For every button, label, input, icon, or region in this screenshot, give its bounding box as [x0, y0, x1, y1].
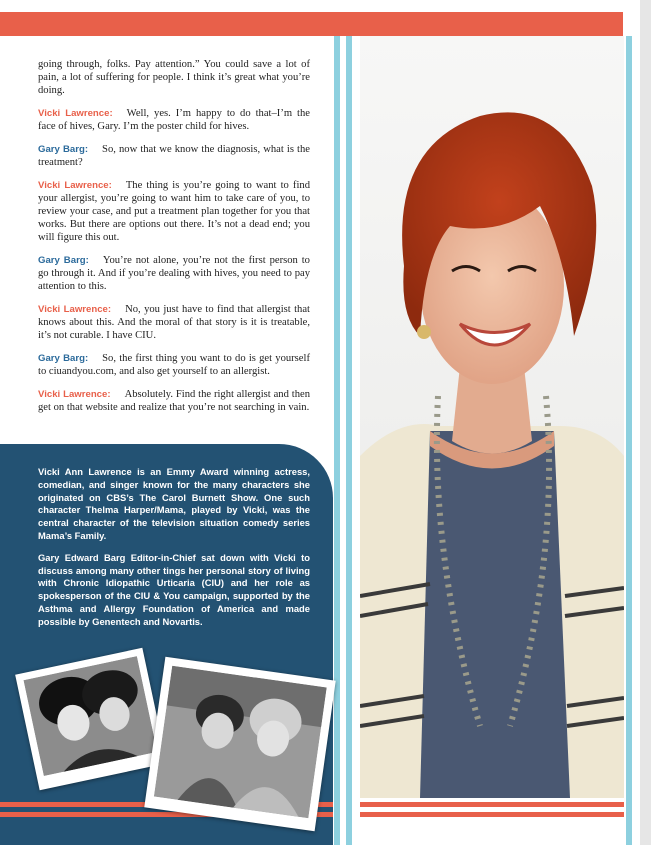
paragraph-1	[38, 107, 310, 133]
speaker-label: Vicki Lawrence:	[38, 389, 111, 400]
speaker-label: Gary Barg:	[38, 144, 89, 155]
paragraph-4	[38, 254, 310, 293]
top-accent-bar	[0, 12, 623, 36]
vertical-stripe-2	[346, 36, 352, 845]
photo-bottom-stripe-2	[360, 812, 624, 817]
speaker-label: Vicki Lawrence:	[38, 304, 112, 315]
vertical-stripe-1	[334, 36, 340, 845]
paragraph-0-text: going through, folks. Pay attention.” You could save a lot of pain, a lot of suffering for people. I think it’s great what you’re doing.	[38, 59, 310, 96]
paragraph-6-text: So, the first thing you want to do is get yourself to ciuandyou.com, and also get yourself to an allergist.	[38, 353, 310, 377]
portrait-photo-svg	[360, 36, 624, 798]
bio-text	[38, 466, 310, 638]
photo-bottom-stripe-1	[360, 802, 624, 807]
paragraph-3-text: The thing is you’re going to want to find your allergist, you’re going to want him to take care of you, to review your case, and put a treatment plan together for you that works. But there are options out there. It’s not a dead end; you will figure this out.	[38, 180, 310, 243]
speaker-label: Gary Barg:	[38, 255, 89, 266]
bio-paragraph-1: Vicki Ann Lawrence is an Emmy Award winning actress, comedian, and singer known for the many characters she originated on CBS’s The Carol Burnett Show. One such character Thelma Harper/Mama, played by Vicki, was the central character of the television situation comedy series Mama’s Family.	[38, 466, 310, 541]
paragraph-6	[38, 352, 310, 378]
paragraph-5	[38, 303, 310, 342]
polaroid-photo-1-image	[23, 656, 157, 776]
portrait-photo	[360, 36, 624, 798]
bio-paragraph-2: Gary Edward Barg Editor-in-Chief sat down with Vicki to discuss among many other tings her personal story of living with Chronic Idiopathic Urticaria (CIU) and her role as spokesperson of the CIU & You campaign, supported by the Asthma and Allergy Foundation of America and made possible by Genentech and Novartis.	[38, 551, 310, 627]
paragraph-2-text: So, now that we know the diagnosis, what is the treatment?	[38, 144, 310, 168]
paragraph-3	[38, 179, 310, 244]
paragraph-1-text: Well, yes. I’m happy to do that–I’m the face of hives, Gary. I’m the poster child for hives.	[38, 108, 310, 132]
speaker-label: Vicki Lawrence:	[38, 108, 113, 119]
paragraph-4-text: You’re not alone, you’re not the first person to go through it. And if you’re dealing with hives, you need to pay attention to this.	[38, 255, 310, 292]
paragraph-7	[38, 388, 310, 414]
paragraph-5-text: No, you just have to find that allergist that knows about this. And the moral of that story is it is treatable, it’s not curable. I have CIU.	[38, 304, 310, 341]
interview-text	[38, 58, 310, 424]
paragraph-0	[38, 58, 310, 97]
polaroid-photo-2	[144, 657, 335, 831]
paragraph-2	[38, 143, 310, 169]
vertical-stripe-3	[626, 36, 632, 845]
paragraph-7-text: Absolutely. Find the right allergist and then get on that website and realize that you’re not searching in vain.	[38, 389, 310, 413]
page-edge-margin	[640, 0, 651, 845]
speaker-label: Gary Barg:	[38, 353, 89, 364]
polaroid-photo-2-image	[154, 666, 327, 818]
speaker-label: Vicki Lawrence:	[38, 180, 112, 191]
